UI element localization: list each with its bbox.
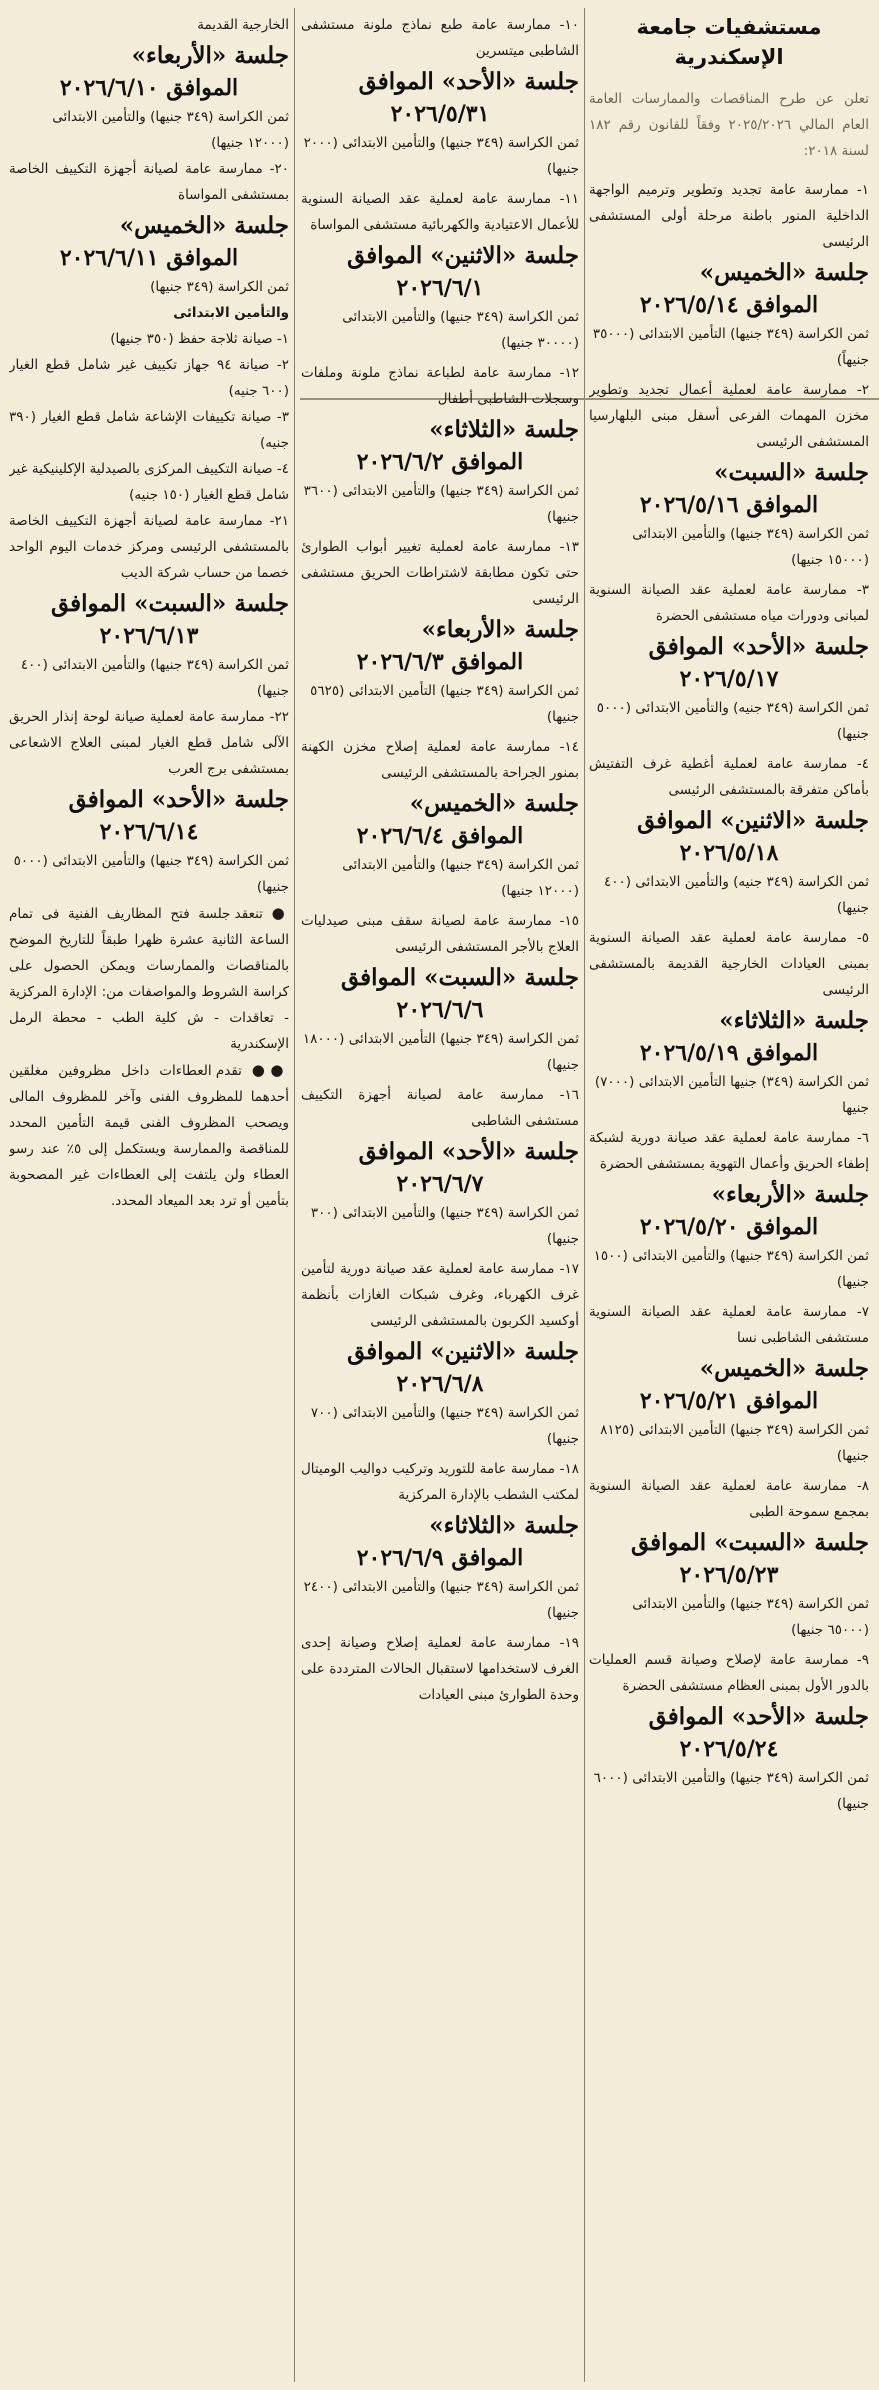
tender-item: ٣- ممارسة عامة لعملية عقد الصيانة السنوية لمبانى ودورات مياه مستشفى الحضرة bbox=[589, 582, 869, 624]
tender-item: ٤- ممارسة عامة لعملية أغطية غرف التفتيش بأماكن متفرقة بالمستشفى الرئيسى bbox=[589, 756, 869, 798]
session-date: الموافق ٢٠٢٦/٦/١١ bbox=[59, 245, 239, 271]
tender-item-21: ٢١- ممارسة عامة لصيانة أجهزة التكييف الخاصة بالمستشفى الرئيسى ومركز خدمات اليوم الواحد خصما من حساب شركة الديب bbox=[9, 513, 289, 581]
tender-block bbox=[589, 1125, 869, 1295]
tender-block bbox=[589, 577, 869, 747]
tender-block bbox=[589, 1299, 869, 1469]
session-date: الموافق ٢٠٢٦/٦/١٠ bbox=[59, 75, 239, 101]
tender-block bbox=[301, 1630, 579, 1708]
masthead-line2: الإسكندرية bbox=[674, 45, 784, 69]
price-text: ثمن الكراسة (٣٤٩ جنيها) التأمين الابتدائى (٣٥٠٠٠ جنيهاً) bbox=[592, 326, 869, 368]
session-date: الموافق ٢٠٢٦/٦/٣ bbox=[356, 649, 524, 675]
sub-item-list bbox=[9, 326, 289, 508]
session-date: ٢٠٢٦/٦/٧ bbox=[396, 1171, 484, 1197]
session-date: الموافق ٢٠٢٦/٥/١٦ bbox=[639, 492, 819, 518]
price-text: ثمن الكراسة (٣٤٩ جنيها) والتأمين الابتدائى (٤٠٠ جنيها) bbox=[20, 657, 289, 699]
sub-item: ٢- صيانة ٩٤ جهاز تكييف غير شامل قطع الغيار (٦٠٠ جنيه) bbox=[9, 357, 289, 399]
price-text: ثمن الكراسة (٣٤٩ جنيها) والتأمين الابتدائى (٦٥٠٠٠ جنيها) bbox=[632, 1596, 869, 1638]
session-date: ٢٠٢٦/٦/٦ bbox=[396, 997, 484, 1023]
session-date: ٢٠٢٦/٥/٢٤ bbox=[679, 1736, 779, 1762]
tender-block bbox=[589, 1647, 869, 1817]
session-day: جلسة «الأحد» الموافق bbox=[648, 633, 869, 660]
tender-item: ١٥- ممارسة عامة لصيانة سقف مبنى صيدليات العلاج بالأجر المستشفى الرئيسى bbox=[301, 913, 579, 955]
tender-item: ١٦- ممارسة عامة لصيانة أجهزة التكييف مستشفى الشاطبى bbox=[301, 1087, 579, 1129]
tender-item: ٢- ممارسة عامة لعملية أعمال تجديد وتطوير مخزن المهمات الفرعى أسفل مبنى البلهارسيا المستشفى الرئيسى bbox=[589, 382, 869, 450]
session-date: ٢٠٢٦/٦/١ bbox=[396, 275, 484, 301]
session-date: ٢٠٢٦/٥/١٨ bbox=[679, 840, 779, 866]
tender-item: ١٤- ممارسة عامة لعملية إصلاح مخزن الكهنة بمنور الجراحة بالمستشفى الرئيسى bbox=[301, 739, 579, 781]
price-text: ثمن الكراسة (٣٤٩ جنيها) التأمين الابتدائى (٥٦٢٥ جنيها) bbox=[310, 683, 579, 725]
session-date: ٢٠٢٦/٦/١٣ bbox=[99, 623, 199, 649]
price-text: ثمن الكراسة (٣٤٩ جنيها) والتأمين الابتدائى (٥٠٠٠ جنيها) bbox=[13, 853, 289, 895]
session-date: ٢٠٢٦/٦/٨ bbox=[396, 1371, 484, 1397]
tender-list-right bbox=[589, 177, 869, 1817]
tender-item: ١٣- ممارسة عامة لعملية تغيير أبواب الطوارئ حتى تكون مطابقة لاشتراطات الحريق مستشفى الرئيسى bbox=[301, 539, 579, 607]
price-text: ثمن الكراسة (٣٤٩ جنيها) والتأمين الابتدائى (١٥٠٠ جنيها) bbox=[593, 1248, 869, 1290]
tender-item: ١٢- ممارسة عامة لطباعة نماذج ملونة وملفات وسجلات الشاطبى أطفال bbox=[301, 365, 579, 407]
tender-block bbox=[301, 12, 579, 182]
session-day: جلسة «السبت» الموافق bbox=[340, 964, 579, 991]
session-date: الموافق ٢٠٢٦/٦/٢ bbox=[356, 449, 524, 475]
session-day: جلسة «الأحد» الموافق bbox=[648, 1703, 869, 1730]
tender-item: ٦- ممارسة عامة لعملية عقد صيانة دورية لشبكة إطفاء الحريق وأعمال التهوية بمستشفى الحضرة bbox=[589, 1130, 869, 1172]
intro-text: تعلن عن طرح المناقصات والممارسات العامة العام المالي ٢٠٢٥/٢٠٢٦ وفقاً للقانون رقم ١٨٢ لسنة ٢٠١٨: bbox=[589, 90, 869, 159]
tender-item: ١٨- ممارسة عامة للتوريد وتركيب دواليب الوميتال لمكتب الشطب بالإدارة المركزية bbox=[301, 1461, 579, 1503]
column-left bbox=[9, 12, 289, 2390]
tender-item: ١- ممارسة عامة تجديد وتطوير وترميم الواجهة الداخلية المنور باطنة مرحلة أولى المستشفى الرئيسى bbox=[589, 182, 869, 250]
tender-block bbox=[301, 186, 579, 356]
tender-item: ١١- ممارسة عامة لعملية عقد الصيانة السنوية للأعمال الاعتيادية والكهربائية مستشفى المواساة bbox=[301, 191, 579, 233]
session-date: الموافق ٢٠٢٦/٥/٢٠ bbox=[639, 1214, 819, 1240]
masthead-line1: مستشفيات جامعة bbox=[636, 15, 822, 39]
price-text: ثمن الكراسة (٣٤٩ جنيها) والتأمين الابتدائى (١٢٠٠٠ جنيها) bbox=[342, 857, 579, 899]
price-text: ثمن الكراسة (٣٤٩ جنيها) والتأمين الابتدائى (١٥٠٠٠ جنيها) bbox=[632, 526, 869, 568]
tender-item: ٧- ممارسة عامة لعملية عقد الصيانة السنوية مستشفى الشاطبى نسا bbox=[589, 1304, 869, 1346]
session-day: جلسة «الخميس» bbox=[699, 1355, 869, 1382]
tender-block bbox=[589, 177, 869, 373]
notice-opening-text: تنعقد جلسة فتح المظاريف الفنية فى تمام الساعة الثانية عشرة ظهرا طبقاً للتاريخ الموضح بالمناقصات والممارسات ويمكن الحصول على كراسة الشروط والمواصفات من: الإدارة المركزية - تعاقدات - ش كلية الطب - محطة الرمل الإسكندرية bbox=[9, 906, 289, 1052]
price-text: ثمن الكراسة (٣٤٩ جنيها) bbox=[150, 279, 289, 295]
session-day: جلسة «السبت» الموافق bbox=[50, 590, 289, 617]
session-date: الموافق ٢٠٢٦/٥/٢١ bbox=[639, 1388, 819, 1414]
tender-item: ٩- ممارسة عامة لإصلاح وصيانة قسم العمليات بالدور الأول بمبنى العظام مستشفى الحضرة bbox=[589, 1652, 869, 1694]
price-text: ثمن الكراسة (٣٤٩ جنيها) والتأمين الابتدائى (٢٤٠٠ جنيها) bbox=[303, 1579, 579, 1621]
tender-item-20: ٢٠- ممارسة عامة لصيانة أجهزة التكييف الخاصة بمستشفى المواساة bbox=[9, 161, 289, 203]
tender-list-middle bbox=[301, 12, 579, 1708]
price-text: ثمن الكراسة (٣٤٩ جنيها) والتأمين الابتدائى (٢٠٠٠ جنيها) bbox=[303, 135, 579, 177]
column-right bbox=[589, 12, 869, 2390]
session-date: الموافق ٢٠٢٦/٥/١٩ bbox=[639, 1040, 819, 1066]
session-day: جلسة «الثلاثاء» bbox=[429, 1512, 579, 1539]
session-day: جلسة «السبت» bbox=[714, 459, 869, 486]
column-divider-right bbox=[584, 8, 585, 2382]
continued-text: الخارجية القديمة bbox=[197, 17, 289, 33]
tender-block bbox=[301, 360, 579, 530]
bullet-icon: ● bbox=[271, 904, 289, 922]
price-text: ثمن الكراسة (٣٤٩ جنيها) والتأمين الابتدائى (١٢٠٠٠ جنيها) bbox=[52, 109, 289, 151]
price-text: ثمن الكراسة (٣٤٩ جنيها) والتأمين الابتدائى (٣٠٠ جنيها) bbox=[310, 1205, 579, 1247]
tender-block bbox=[589, 1473, 869, 1643]
session-day: جلسة «الخميس» bbox=[409, 790, 579, 817]
price-text: ثمن الكراسة (٣٤٩ جنيها) والتأمين الابتدائى (٦٠٠٠ جنيها) bbox=[593, 1770, 869, 1812]
price-text: ثمن الكراسة (٣٤٩ جنيها) التأمين الابتدائى (١٨٠٠٠ جنيها) bbox=[302, 1031, 579, 1073]
tender-item: ١٧- ممارسة عامة لعملية عقد صيانة دورية لتأمين غرف الكهرباء، وغرف شبكات الغازات بأنظمة أوكسيد الكربون بالمستشفى الرئيسى bbox=[301, 1261, 579, 1329]
tender-item-22: ٢٢- ممارسة عامة لعملية صيانة لوحة إنذار الحريق الآلى شامل قطع الغيار لمبنى العلاج الاشعاعى بمستشفى برج العرب bbox=[9, 709, 289, 777]
sub-item: ٣- صيانة تكييفات الإشاعة شامل قطع الغيار (٣٩٠ جنيه) bbox=[9, 409, 289, 451]
tender-block bbox=[589, 377, 869, 573]
tender-item: ٨- ممارسة عامة لعملية عقد الصيانة السنوية بمجمع سموحة الطبى bbox=[589, 1478, 869, 1520]
price-text: ثمن الكراسة (٣٤٩ جنيه) والتأمين الابتدائى (٥٠٠٠ جنيها) bbox=[596, 700, 869, 742]
session-day: جلسة «الخميس» bbox=[699, 259, 869, 286]
tender-block bbox=[301, 908, 579, 1078]
tender-block bbox=[589, 925, 869, 1121]
price-text: ثمن الكراسة (٣٤٩) جنيها التأمين الابتدائى (٧٠٠٠) جنيها bbox=[594, 1074, 869, 1116]
session-day: جلسة «السبت» الموافق bbox=[630, 1529, 869, 1556]
session-day: جلسة «الاثنين» الموافق bbox=[347, 242, 579, 269]
session-date: ٢٠٢٦/٥/٣١ bbox=[390, 101, 490, 127]
price-text: ثمن الكراسة (٣٤٩ جنيها) والتأمين الابتدائى (٣٦٠٠ جنيها) bbox=[303, 483, 579, 525]
tender-block bbox=[301, 734, 579, 904]
session-day: جلسة «الثلاثاء» bbox=[719, 1007, 869, 1034]
masthead bbox=[589, 12, 869, 72]
session-day: جلسة «الثلاثاء» bbox=[429, 416, 579, 443]
notice-opening bbox=[9, 900, 289, 1057]
session-date: الموافق ٢٠٢٦/٦/٩ bbox=[356, 1545, 524, 1571]
tender-item: ٥- ممارسة عامة لعملية عقد الصيانة السنوية بمبنى العيادات الخارجية القديمة بالمستشفى الرئيسى bbox=[589, 930, 869, 998]
tender-block bbox=[301, 1256, 579, 1452]
price-text: ثمن الكراسة (٣٤٩ جنيها) التأمين الابتدائى (٨١٢٥ جنيها) bbox=[600, 1422, 869, 1464]
column-middle bbox=[301, 12, 579, 2390]
tender-block bbox=[301, 1456, 579, 1626]
tender-block bbox=[301, 1082, 579, 1252]
session-day: جلسة «الأربعاء» bbox=[711, 1181, 869, 1208]
price-text: ثمن الكراسة (٣٤٩ جنيها) والتأمين الابتدائى (٧٠٠ جنيها) bbox=[310, 1405, 579, 1447]
session-date: الموافق ٢٠٢٦/٥/١٤ bbox=[639, 292, 819, 318]
tender-item: ١٩- ممارسة عامة لعملية إصلاح وصيانة إحدى الغرف لاستخدامها لاستقبال الحالات المترددة على وحدة الطوارئ مبنى العيادات bbox=[301, 1635, 579, 1703]
session-day: جلسة «الأحد» الموافق bbox=[358, 68, 579, 95]
session-date: الموافق ٢٠٢٦/٦/٤ bbox=[356, 823, 524, 849]
session-date: ٢٠٢٦/٦/١٤ bbox=[99, 819, 199, 845]
session-day: جلسة «الأربعاء» bbox=[421, 616, 579, 643]
bullet-icon: ●● bbox=[251, 1061, 289, 1079]
session-day: جلسة «الاثنين» الموافق bbox=[637, 807, 869, 834]
session-date: ٢٠٢٦/٥/١٧ bbox=[679, 666, 779, 692]
price-text: ثمن الكراسة (٣٤٩ جنيه) والتأمين الابتدائى (٤٠٠ جنيها) bbox=[603, 874, 869, 916]
sub-item: ١- صيانة ثلاجة حفظ (٣٥٠ جنيها) bbox=[110, 331, 289, 347]
notice-envelopes-text: تقدم العطاءات داخل مظروفين مغلقين أحدهما للمظروف الفنى وآخر للمظروف المالى ويصحب المظروف الفنى قيمة التأمين المحدد للمناقصة والممارسة ويستكمل إلى ٥٪ عند رسو العطاء ولن يلتفت إلى العطاءات غير المصحوبة بتأمين أو ترد بعد الميعاد المحدد. bbox=[9, 1063, 289, 1209]
tender-block bbox=[589, 751, 869, 921]
tender-item: ١٠- ممارسة عامة طبع نماذج ملونة مستشفى الشاطبى ميتسرين bbox=[301, 17, 579, 59]
tender-block bbox=[301, 534, 579, 730]
notice-envelopes bbox=[9, 1057, 289, 1214]
session-day: جلسة «الاثنين» الموافق bbox=[347, 1338, 579, 1365]
sub-item: ٤- صيانة التكييف المركزى بالصيدلية الإكلينيكية غير شامل قطع الغيار (١٥٠ جنيه) bbox=[9, 461, 289, 503]
session-day: جلسة «الأحد» الموافق bbox=[68, 786, 289, 813]
session-day: جلسة «الخميس» bbox=[119, 212, 289, 239]
column-divider-left bbox=[294, 8, 295, 2382]
price-text: ثمن الكراسة (٣٤٩ جنيها) والتأمين الابتدائى (٣٠٠٠٠ جنيها) bbox=[342, 309, 579, 351]
session-day: جلسة «الأحد» الموافق bbox=[358, 1138, 579, 1165]
session-day: جلسة «الأربعاء» bbox=[131, 42, 289, 69]
guarantee-label: والتأمين الابتدائى bbox=[173, 305, 289, 321]
session-date: ٢٠٢٦/٥/٢٣ bbox=[679, 1562, 779, 1588]
